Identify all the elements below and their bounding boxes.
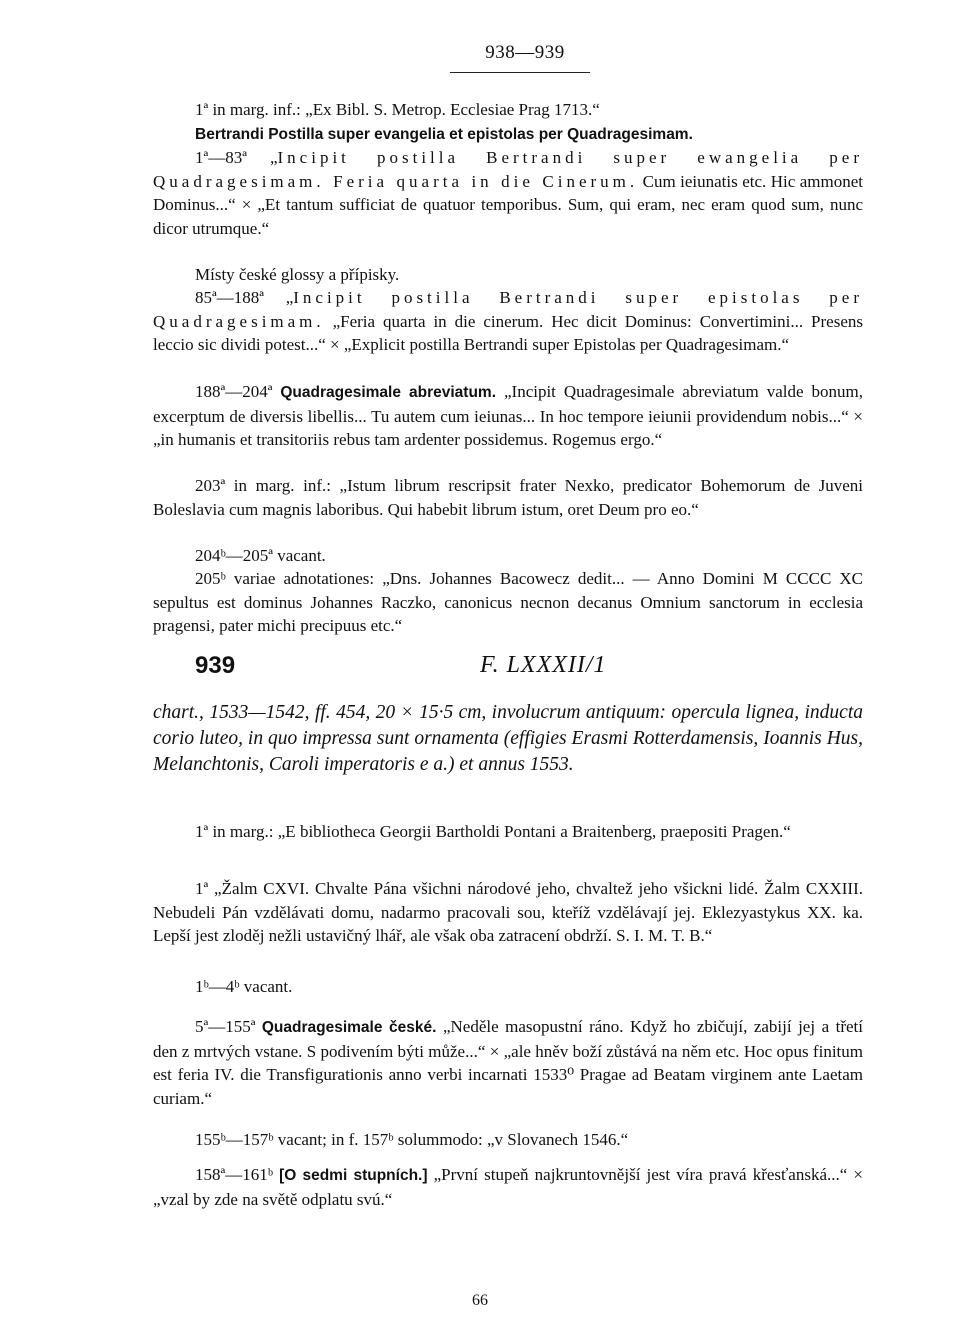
folio-range: 188ª—204ª <box>195 382 281 401</box>
paragraph: 1ª in marg.: „E bibliotheca Georgii Bartholdi Pontani a Braitenberg, praepositi Pragen.“ <box>195 822 791 841</box>
paragraph: 1ª in marg. inf.: „Ex Bibl. S. Metrop. Ecclesiae Prag 1713.“ <box>195 100 600 119</box>
running-header: 938—939 <box>485 42 565 63</box>
incipit-spaced: Incipit postilla Bertrandi super epistolas per Quadragesimam. <box>153 288 863 331</box>
paragraph-text: „První stupeň najkruntovnější jest víra pravá křesťanská...“ × „vzal by zde na světě odplatu svú.“ <box>153 1165 863 1209</box>
work-title-text: [O sedmi stupních.] <box>279 1167 428 1184</box>
paragraph <box>153 146 863 240</box>
manuscript-description: chart., 1533—1542, ff. 454, 20 × 15·5 cm, involucrum antiquum: opercula lignea, inducta corio luteo, in quo impressa sunt ornamenta (effigies Erasmi Rotterdamensis, Ioannis Hus, Melanchtonis, Caroli imperatoris e a.) et annus 1553. <box>153 702 863 775</box>
paragraph: 155ᵇ—157ᵇ vacant; in f. 157ᵇ solummodo: „v Slovanech 1546.“ <box>195 1130 629 1149</box>
header-rule <box>450 72 590 73</box>
paragraph: 1ª „Žalm CXVI. Chvalte Pána všichni národové jeho, chvaltež jeho všickni lidé. Žalm CXXIII. Nebudeli Pán vzdělávati domu, nadarmo pracovali sou, kteříž vzdělávají jej. Eklezyastykus XX. ka. Lepší jest zloděj nežli ustavičný lhář, ale však oba zatracení obdrží. S. I. M. T. B.“ <box>153 879 863 945</box>
folio-range: 85ª—188ª „ <box>195 288 294 307</box>
folio-range: 1ª—83ª „ <box>195 148 278 167</box>
work-title-text: Quadragesimale abreviatum. <box>280 384 497 401</box>
paragraph <box>153 380 863 452</box>
folio-range: 5ª—155ª <box>195 1017 262 1036</box>
paragraph <box>153 1015 863 1110</box>
incipit-spaced: Incipit postilla Bertrandi super ewangelia per Quadragesimam. Feria quarta in die Cinerum. <box>153 148 863 191</box>
paragraph-text: „Neděle masopustní ráno. Když ho zbičují, zabijí jej a třetí den z mrtvých vstane. S podivením býti může...“ × „ale hněv boží zůstává na něm etc. Hoc opus finitum est feria IV. die Transfigurationis anno verbi incarnati 1533⁰ Pragae ad Beatam virginem ante Laetam curiam.“ <box>153 1017 863 1108</box>
folio-range: 158ª—161ᵇ <box>195 1165 280 1184</box>
work-title <box>153 122 863 147</box>
page-number: 66 <box>472 1292 488 1309</box>
paragraph: 1ᵇ—4ᵇ vacant. <box>195 977 293 996</box>
entry-signature: F. LXXXII/1 <box>480 652 607 678</box>
paragraph <box>153 286 863 357</box>
paragraph: Místy české glossy a přípisky. <box>195 265 400 284</box>
paragraph-text: „Feria quarta in die cinerum. Hec dicit Dominus: Convertimini... Presens leccio sic dividi potest...“ × „Explicit postilla Bertrandi super Epistolas per Quadragesimam.“ <box>153 311 863 354</box>
paragraph: 203ª in marg. inf.: „Istum librum rescripsit frater Nexko, predicator Bohemorum de Juveni Boleslavia cum magnis laboribus. Qui habebit librum istum, oret Deum pro eo.“ <box>153 476 863 519</box>
paragraph <box>153 1163 863 1211</box>
entry-number: 939 <box>195 652 236 679</box>
work-title-text: Quadragesimale české. <box>261 1019 437 1036</box>
paragraph-text: „Incipit Quadragesimale abreviatum valde bonum, excerptum de diversis libellis... Tu autem cum ieiunas... In hoc tempore ieiunii providendum nobis...“ × „in humanis et transitoriis rebus tam ardenter possidemus. Rogemus ergo.“ <box>153 382 863 449</box>
paragraph-text: Cum ieiunatis etc. Hic ammonet Dominus...“ × „Et tantum sufficiat de quatuor temporibus. Sum, qui eram, nec eram quod sum, nunc dicor utrumque.“ <box>153 171 864 238</box>
paragraph: 205ᵇ variae adnotationes: „Dns. Johannes Bacowecz dedit... — Anno Domini M CCCC XC sepultus est dominus Johannes Raczko, canonicus necnon decanus Omnium sanctorum in ecclesia pragensi, pater michi precipuus etc.“ <box>153 569 863 635</box>
work-title-text: Bertrandi Postilla super evangelia et epistolas per Quadragesimam. <box>195 126 693 143</box>
paragraph: 204ᵇ—205ª vacant. <box>195 546 326 565</box>
